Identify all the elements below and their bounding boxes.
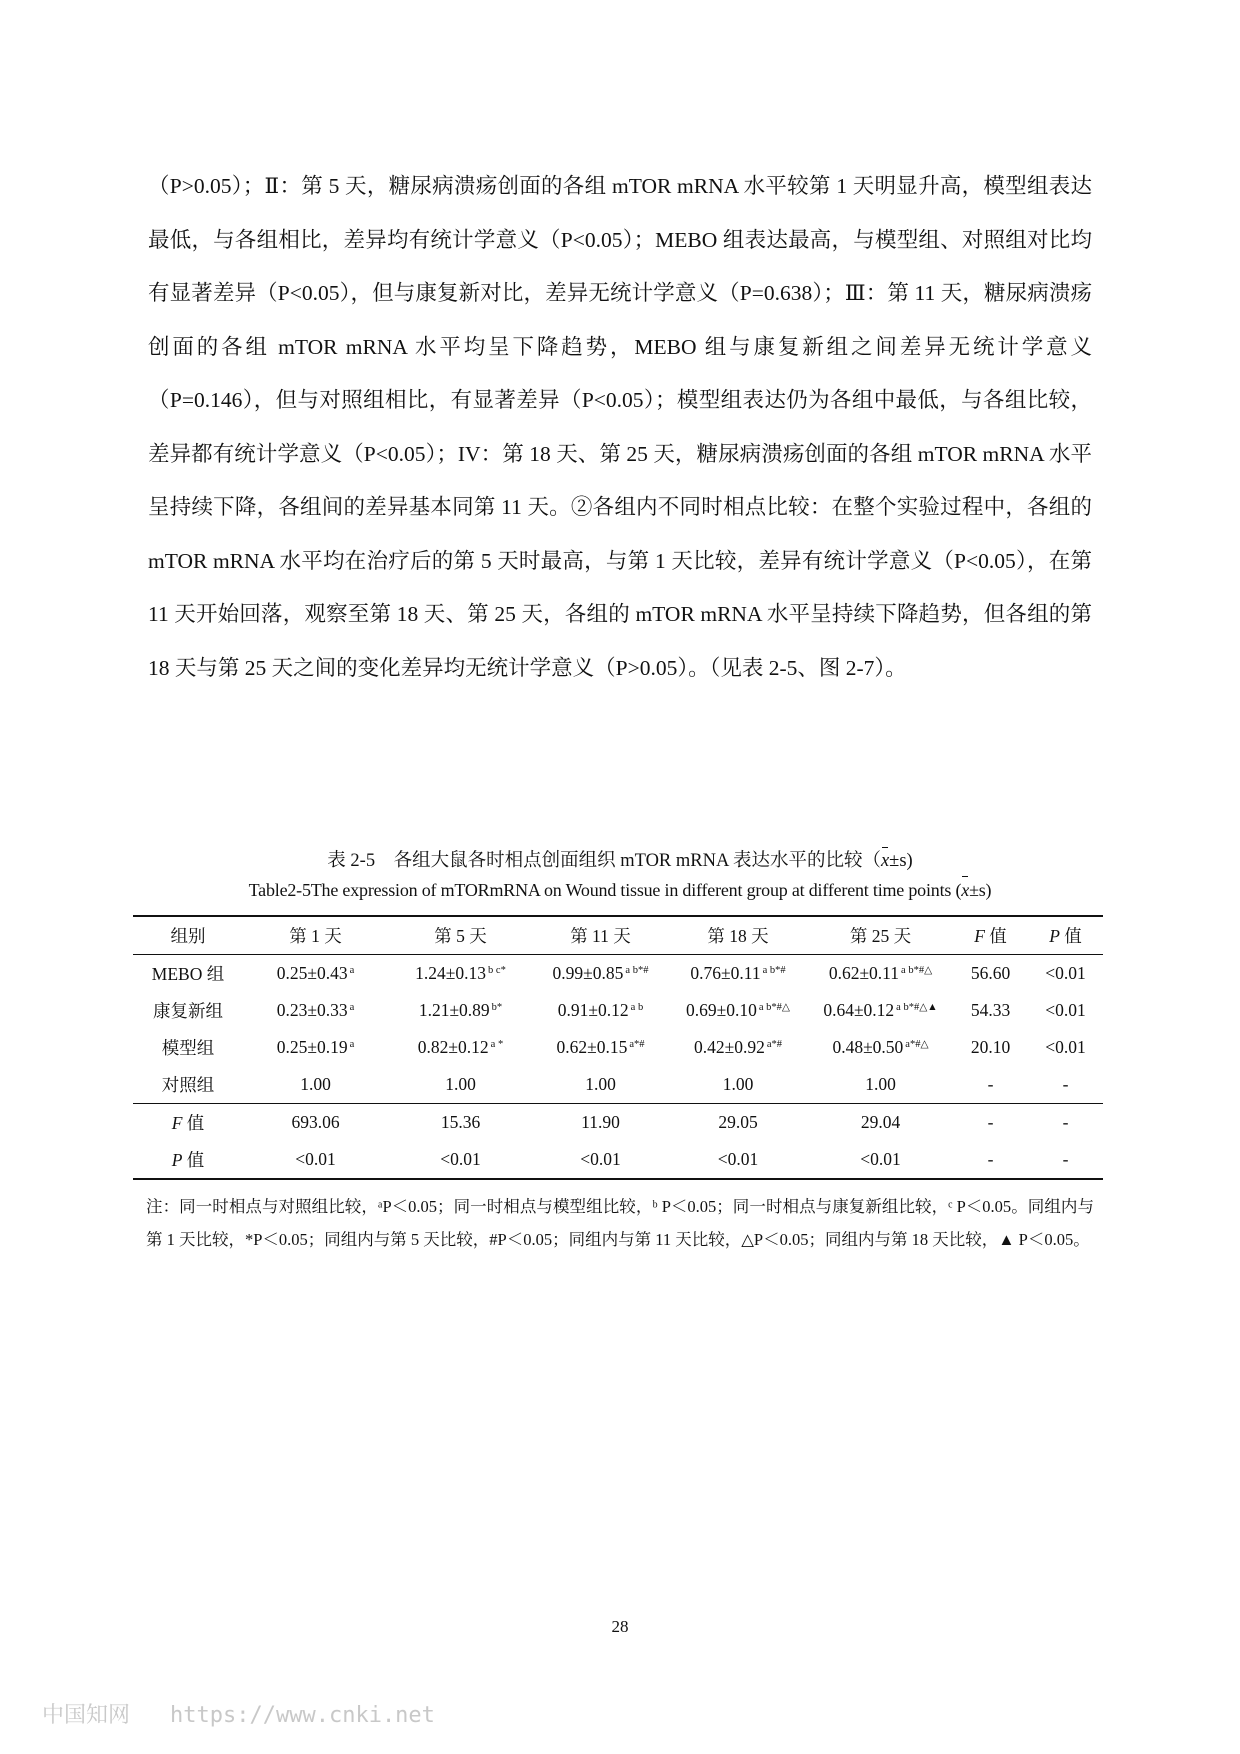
cell-d11: 0.91±0.12 $^{a b}$ (557, 1000, 644, 1020)
cell-d11: 1.00 (585, 1074, 616, 1094)
cell-d5: 0.82±0.12 $^{a *}$ (417, 1037, 504, 1057)
cell-d18: 29.05 (718, 1112, 758, 1132)
cell-d5: 1.24±0.13 $^{b c*}$ (415, 963, 506, 983)
cell-d18: 1.00 (722, 1074, 754, 1094)
f-value-row (133, 1104, 1103, 1142)
cell-d1: <0.01 (295, 1149, 336, 1169)
header-p (1028, 916, 1103, 955)
cell-group: P 值 (171, 1150, 205, 1170)
cell-d25: 1.00 (865, 1074, 896, 1094)
watermark-cn: 中国知网 (42, 1703, 131, 1728)
cell-d25: <0.01 (860, 1149, 901, 1169)
cell-d11: 0.99±0.85 $^{a b*\#}$ (552, 963, 649, 983)
xbar-symbol: x (880, 851, 890, 871)
cell-d25: 0.62±0.11 $^{a b*\#\triangle}$ (828, 963, 933, 983)
cell-d11: <0.01 (580, 1149, 621, 1169)
cell-f: - (987, 1149, 994, 1169)
table-row (133, 992, 1103, 1029)
cell-p: <0.01 (1045, 963, 1086, 983)
cell-p: - (1062, 1074, 1069, 1094)
cell-d1: 0.25±0.19 $^a$ (276, 1037, 355, 1057)
body-paragraph: （P>0.05）；Ⅱ：第 5 天，糖尿病溃疡创面的各组 mTOR mRNA 水平较第 1 天明显升高，模型组表达最低，与各组相比，差异均有统计学意义（P<0.05）；MEBO 组表达最高，与模型组、对照组对比均有显著差异（P<0.05），但与康复新对比，差异无统计学意义（P=0.638）；Ⅲ：第 11 天，糖尿病溃疡创面的各组 mTOR mRNA 水平均呈下降趋势，MEBO 组与康复新组之间差异无统计学意义（P=0.146），但与对照组相比，有显著差异（P<0.05）；模型组表达仍为各组中最低，与各组比较，差异都有统计学意义（P<0.05）；IV：第 18 天、第 25 天，糖尿病溃疡创面的各组 mTOR mRNA 水平呈持续下降，各组间的差异基本同第 11 天。②各组内不同时相点比较：在整个实验过程中，各组的 mTOR mRNA 水平均在治疗后的第 5 天时最高，与第 1 天比较，差异有统计学意义（P<0.05），在第 11 天开始回落，观察至第 18 天、第 25 天，各组的 mTOR mRNA 水平呈持续下降趋势，但各组的第 18 天与第 25 天之间的变化差异均无统计学意义（P>0.05）。（见表 2-5、图 2-7）。 (148, 174, 1092, 680)
caption-en-suffix: ±s) (969, 880, 992, 900)
xbar-symbol: x (961, 880, 970, 900)
caption-cn-text: 表 2-5 各组大鼠各时相点创面组织 mTOR mRNA 表达水平的比较（ (327, 851, 881, 871)
val-suffix: 值 (984, 926, 1007, 946)
cell-d18: 0.69±0.10 $^{a b*\#\triangle}$ (686, 1000, 790, 1020)
watermark (42, 1698, 435, 1729)
cell-f: 20.10 (970, 1037, 1011, 1057)
cell-p: - (1062, 1149, 1069, 1169)
watermark-url: https://www.cnki.net (170, 1703, 435, 1728)
cell-d25: 0.48±0.50 $^{a*\#\triangle}$ (832, 1037, 929, 1057)
header-d25: 第 25 天 (849, 926, 912, 946)
header-d1: 第 1 天 (289, 926, 342, 946)
cell-p: <0.01 (1045, 1037, 1086, 1057)
cell-d5: 1.00 (445, 1074, 476, 1094)
cell-group: 康复新组 (153, 1001, 223, 1021)
table-row (133, 1066, 1103, 1104)
cell-group: F 值 (171, 1113, 205, 1133)
cell-d1: 0.25±0.43 $^a$ (276, 963, 355, 983)
table-note: 注：同一时相点与对照组比较，ᵃP＜0.05；同一时相点与模型组比较，ᵇ P＜0.05；同一时相点与康复新组比较，ᶜ P＜0.05。同组内与第 1 天比较，*P＜0.05；同组内与第 5 天比较，#P＜0.05；同组内与第 11 天比较，△P＜0.05；同组内与第 18 天比较，▲ P＜0.05。 (146, 1197, 1094, 1249)
header-f (953, 916, 1028, 955)
table-header-row (133, 916, 1103, 955)
table-row (133, 955, 1103, 993)
cell-d1: 693.06 (291, 1112, 340, 1132)
cell-f: - (987, 1112, 994, 1132)
cell-f: - (987, 1074, 994, 1094)
table-caption-en (0, 880, 1240, 901)
header-d11: 第 11 天 (570, 926, 631, 946)
f-letter: F (974, 926, 985, 946)
page-number: 28 (611, 1617, 629, 1636)
cell-d1: 0.23±0.33 $^a$ (276, 1000, 355, 1020)
cell-d1: 1.00 (300, 1074, 331, 1094)
cell-f: 56.60 (970, 963, 1011, 983)
cell-d18: 0.76±0.11 $^{a b*\#}$ (690, 963, 786, 983)
cell-p: <0.01 (1045, 1000, 1086, 1020)
cell-group: 模型组 (161, 1038, 215, 1058)
table-row (133, 1029, 1103, 1066)
cell-d18: 0.42±0.92 $^{a*\#}$ (693, 1037, 783, 1057)
p-letter: P (1049, 926, 1060, 946)
header-d5: 第 5 天 (434, 926, 487, 946)
cell-d5: 15.36 (440, 1112, 481, 1132)
cell-d25: 29.04 (860, 1112, 901, 1132)
cell-group: 对照组 (161, 1075, 215, 1095)
cell-d18: <0.01 (717, 1149, 759, 1169)
table-caption-cn (0, 846, 1240, 872)
cell-group: MEBO 组 (151, 964, 225, 984)
p-value-row (133, 1141, 1103, 1179)
val-suffix: 值 (1059, 926, 1082, 946)
caption-en-text: Table2-5The expression of mTORmRNA on Wound tissue in different group at different time points ( (248, 880, 962, 900)
cell-f: 54.33 (970, 1000, 1011, 1020)
header-group: 组别 (170, 926, 206, 946)
cell-d11: 0.62±0.15 $^{a*\#}$ (556, 1037, 645, 1057)
cell-d5: <0.01 (440, 1149, 481, 1169)
header-d18: 第 18 天 (707, 926, 769, 946)
cell-d25: 0.64±0.12 $^{a b*\#\triangle▲}$ (823, 1000, 938, 1020)
caption-cn-suffix: ±s) (889, 851, 913, 871)
cell-d11: 11.90 (581, 1112, 620, 1132)
data-table (133, 915, 1103, 1180)
cell-p: - (1062, 1112, 1069, 1132)
cell-d5: 1.21±0.89 $^{b*}$ (418, 1000, 503, 1020)
